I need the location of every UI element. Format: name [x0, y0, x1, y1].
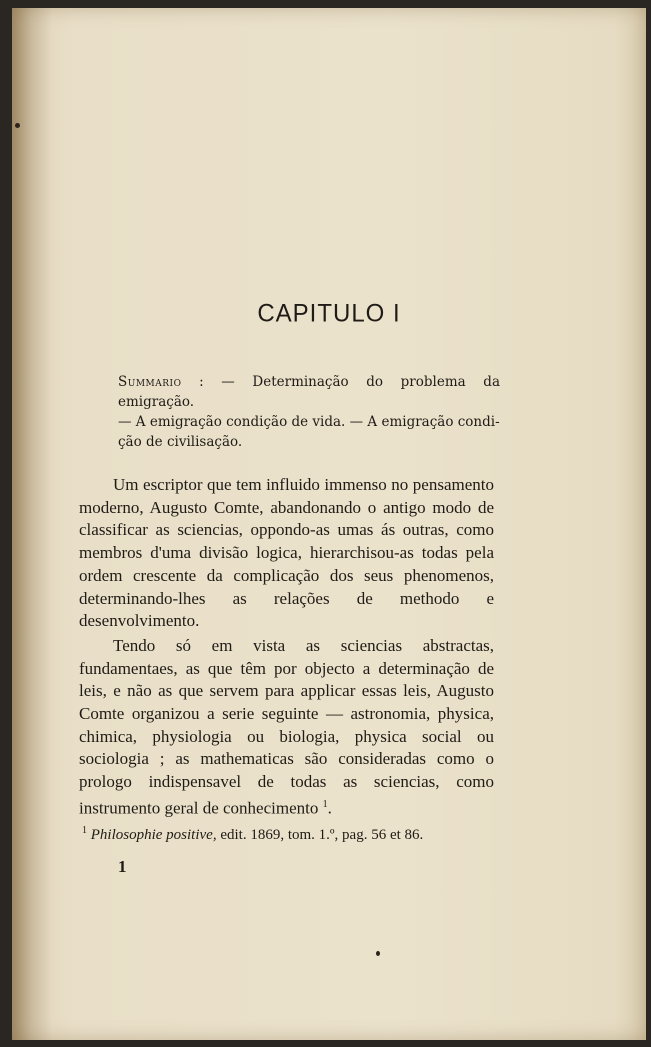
summary-line-1	[118, 372, 500, 412]
footnote-reference: 1	[322, 798, 328, 810]
footnote-title: Philosophie positive,	[90, 827, 217, 843]
signature-mark: 1	[118, 857, 127, 876]
chapter-summary	[118, 372, 500, 452]
ink-speck	[376, 951, 380, 956]
footnote	[82, 821, 494, 845]
chapter-title: CAPITULO I	[257, 299, 401, 328]
ink-speck	[15, 123, 20, 128]
book-page	[12, 8, 646, 1040]
body-text	[79, 474, 494, 820]
footnote-number: 1	[82, 825, 87, 836]
summary-text-1: : — Determinação do problema da emigração.	[118, 374, 500, 410]
paragraph-1: Um escriptor que tem influido immenso no pensamento moderno, Augusto Comte, abandonando o antigo modo de classificar as sciencias, oppondo-as umas ás outras, como membros d'uma divisão logica, hierarchisou-as todas pela ordem crescente da complicação dos seus phenomenos, determinando-lhes as relações de methodo e desenvolvimento.	[79, 475, 494, 631]
footnote-text: edit. 1869, tom. 1.º, pag. 56 et 86.	[220, 827, 424, 843]
summary-line-2: — A emigração condição de vida. — A emigração condi-	[118, 414, 500, 430]
summary-line-3: ção de civilisação.	[118, 434, 243, 450]
paragraph-2: Tendo só em vista as sciencias abstractas, fundamentaes, as que têm por objecto a determinação de leis, e não as que servem para applicar essas leis, Augusto Comte organizou a serie seguinte — astronomia, physica, chimica, physiologia ou biologia, physica social ou sociologia ; as mathematicas são consideradas como o prologo indispensavel de todas as sciencias, como instrumento geral de conhecimento $^1$.	[79, 635, 494, 818]
summary-label: Summario	[118, 374, 182, 390]
spine-shadow	[12, 8, 52, 1040]
paragraph-2-text: Tendo só em vista as sciencias abstractas, fundamentaes, as que têm por objecto a determinação de leis, e não as que servem para applicar essas leis, Augusto Comte organizou a serie seguinte — astronomia, physica, chimica, physiologia ou biologia, physica social ou sociologia ; as mathematicas são consideradas como o prologo indispensavel de todas as sciencias, como instrumento geral de conhecimento	[79, 635, 494, 818]
